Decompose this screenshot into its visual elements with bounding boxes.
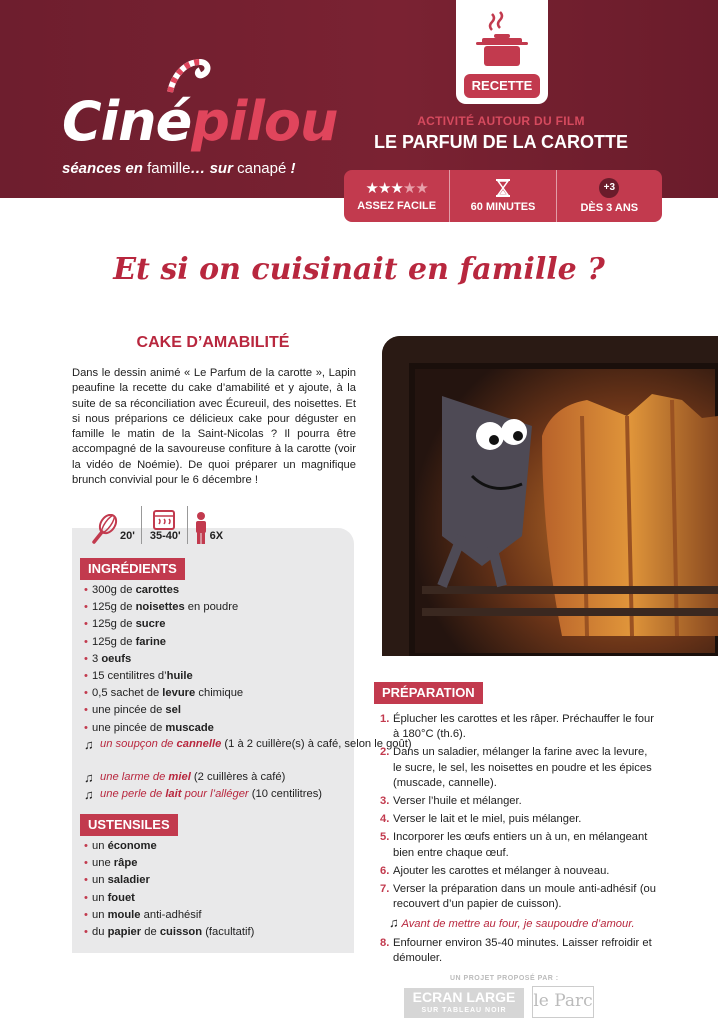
cinepilou-logo: Cinépilou bbox=[62, 90, 337, 153]
ingredient-item: • 125g de sucre bbox=[84, 616, 412, 633]
age-stat bbox=[556, 170, 662, 222]
music-note-icon: ♫ bbox=[389, 915, 399, 931]
cooking-pot-icon bbox=[472, 8, 532, 68]
preparation-steps bbox=[380, 712, 656, 969]
ingredient-item: • 125g de noisettes en poudre bbox=[84, 599, 412, 616]
intro-paragraph: Dans le dessin animé « Le Parfum de la carotte », Lapin peaufine la recette du cake d’amabilité et y ajoute, à la suite de sa réconciliation avec Écureuil, des noisettes. Et si nous préparions ce délicieux cake pour déguster en famille le matin de la Saint-Nicolas ? Il pourra être accompagné de la savoureuse confiture à la carotte (voir la vidéo de Noémie). De quoi préparer un magnifique brunch convivial pour le 6 décembre ! bbox=[72, 367, 356, 487]
info-icons-row bbox=[86, 506, 229, 544]
whisk-icon bbox=[92, 514, 118, 544]
ingredient-extra: ♫ un soupçon de cannelle (1 à 2 cuillère(s) à café, selon le goût) bbox=[84, 737, 412, 769]
ingredient-item: • 125g de farine bbox=[84, 634, 412, 651]
ingredient-item: • 300g de carottes bbox=[84, 582, 412, 599]
step-item: 6. Ajouter les carottes et mélanger à nouveau. bbox=[380, 864, 610, 877]
page-title: Et si on cuisinait en famille ? bbox=[113, 252, 605, 287]
tagline: séances en famille… sur canapé ! bbox=[62, 160, 296, 177]
utensil-item: • un économe bbox=[84, 838, 254, 855]
step-item: 5. Incorporer les œufs entiers un à un, en mélangeant bien entre chaque œuf. bbox=[380, 831, 648, 859]
step-item: 3. Verser l’huile et mélanger. bbox=[380, 795, 522, 808]
le-parc-logo: le Parc bbox=[532, 986, 594, 1018]
utensils-heading: USTENSILES bbox=[80, 814, 178, 836]
ingredient-item: • 15 centilitres d’huile bbox=[84, 668, 412, 685]
preparation-heading: PRÉPARATION bbox=[374, 682, 483, 704]
difficulty-label: ASSEZ FACILE bbox=[357, 199, 437, 212]
utensil-item: • un fouet bbox=[84, 890, 254, 907]
film-title: LE PARFUM DE LA CAROTTE bbox=[374, 132, 628, 152]
tip-item: ♫ Avant de mettre au four, je saupoudre d’amour. bbox=[389, 915, 635, 931]
step-item: 7. Verser la préparation dans un moule anti-adhésif (ou recouvert d’un papier de cuisson). bbox=[380, 883, 656, 911]
film-still-illustration bbox=[382, 336, 718, 656]
recette-tab bbox=[456, 0, 548, 104]
utensil-item: • une râpe bbox=[84, 855, 254, 872]
difficulty-stars: ★★★★★ bbox=[365, 179, 428, 197]
hourglass-icon bbox=[496, 179, 510, 197]
utensil-item: • un saladier bbox=[84, 872, 254, 889]
ingredient-extra: ♫ une perle de lait pour l’alléger (10 centilitres) bbox=[84, 786, 412, 803]
recipe-title: CAKE D’AMABILITÉ bbox=[136, 334, 290, 351]
santa-hat-icon bbox=[166, 56, 212, 96]
film-still-image bbox=[382, 336, 718, 656]
recette-label: RECETTE bbox=[464, 74, 540, 98]
duration-stat bbox=[449, 170, 555, 222]
activity-label: ACTIVITÉ AUTOUR DU FILM bbox=[417, 114, 585, 128]
recipe-stats-bar bbox=[344, 170, 662, 222]
step-item: 8. Enfourner environ 35-40 minutes. Laisser refroidir et démouler. bbox=[380, 936, 652, 964]
utensil-item: • un moule anti-adhésif bbox=[84, 907, 254, 924]
servings-label: 6X bbox=[209, 530, 224, 542]
age-badge: +3 bbox=[599, 178, 619, 198]
prep-time-label: 20' bbox=[120, 530, 135, 542]
person-icon bbox=[194, 512, 208, 544]
oven-icon bbox=[153, 510, 175, 530]
partners-label: UN PROJET PROPOSÉ PAR : bbox=[450, 975, 559, 982]
ingredient-item: • 3 oeufs bbox=[84, 651, 412, 668]
ecran-large-logo: ECRAN LARGE SUR TABLEAU NOIR bbox=[404, 988, 524, 1018]
bake-time-label: 35-40' bbox=[149, 530, 181, 542]
step-item: 4. Verser le lait et le miel, puis mélanger. bbox=[380, 813, 582, 826]
header-band bbox=[0, 0, 718, 198]
ingredients-list bbox=[84, 582, 412, 803]
servings-info bbox=[187, 506, 229, 544]
ingredient-item: • 0,5 sachet de levure chimique bbox=[84, 685, 412, 702]
prep-time-info bbox=[86, 506, 141, 544]
ingredient-item: • une pincée de sel bbox=[84, 702, 412, 719]
bake-time-info bbox=[141, 506, 187, 544]
ingredient-extra: ♫ une larme de miel (2 cuillères à café) bbox=[84, 769, 412, 786]
age-label: DÈS 3 ANS bbox=[580, 202, 639, 214]
difficulty-stat bbox=[344, 170, 449, 222]
ingredients-heading: INGRÉDIENTS bbox=[80, 558, 185, 580]
step-item: 1. Éplucher les carottes et les râper. Préchauffer le four à 180°C (th.6). bbox=[380, 713, 654, 741]
duration-label: 60 MINUTES bbox=[470, 201, 536, 213]
utensils-list bbox=[84, 838, 254, 941]
ingredient-item: • une pincée de muscade bbox=[84, 720, 412, 737]
step-item: 2. Dans un saladier, mélanger la farine avec la levure, le sucre, le sel, les noisettes en poudre et les épices (muscade, cannelle). bbox=[380, 746, 652, 789]
utensil-item: • du papier de cuisson (facultatif) bbox=[84, 924, 254, 941]
